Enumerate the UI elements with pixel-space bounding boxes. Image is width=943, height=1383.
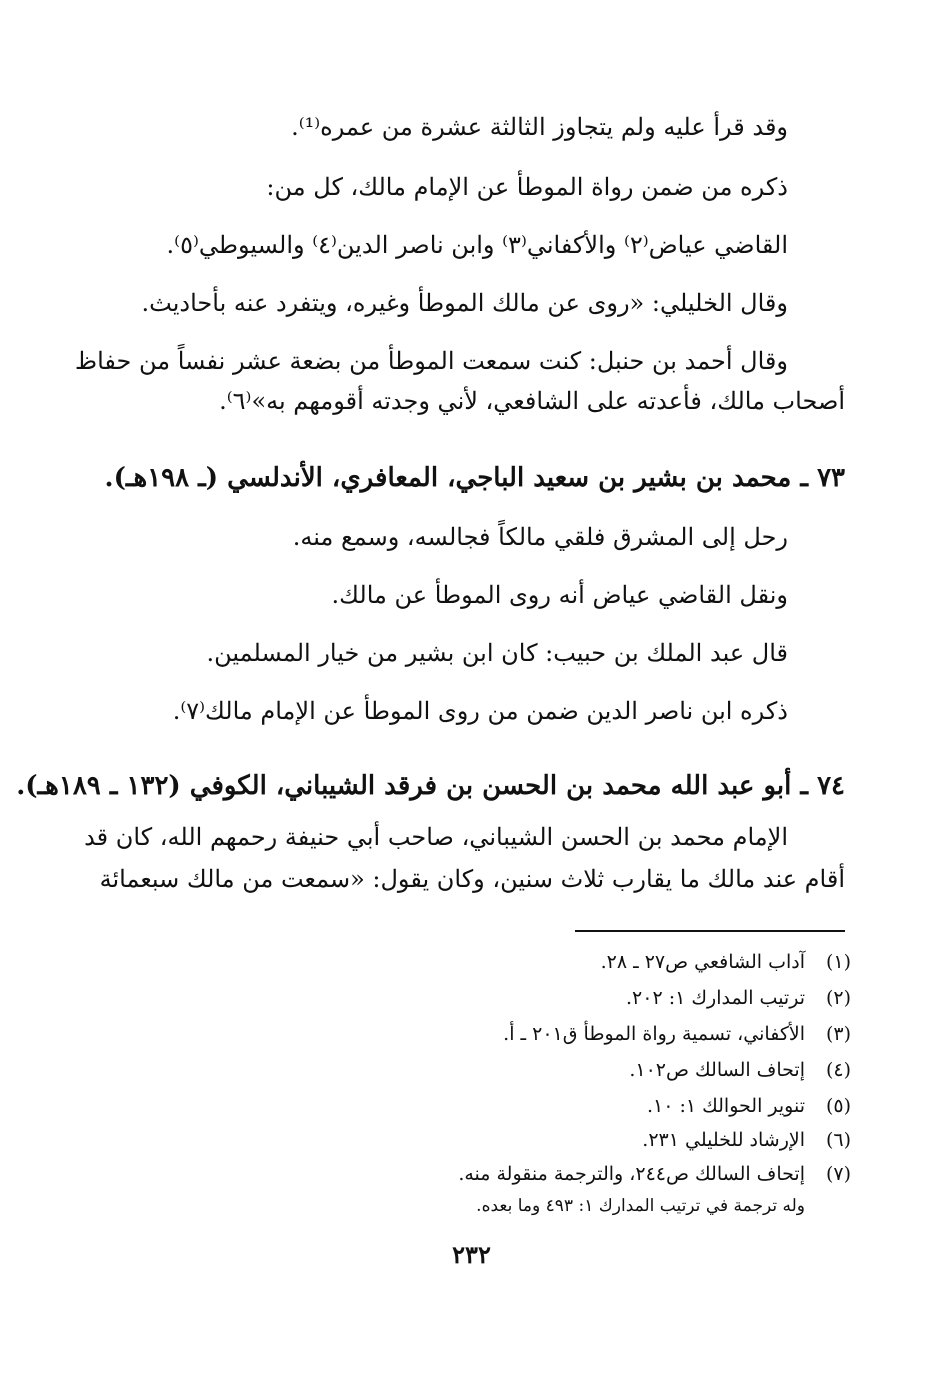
footnote-separator — [575, 930, 845, 932]
footnote-text: إتحاف السالك ص٢٤٤، والترجمة منقولة منه. — [458, 1163, 805, 1185]
footnote-text: الأكفاني، تسمية رواة الموطأ ق٢٠١ ـ أ. — [503, 1023, 805, 1045]
entry-74-line: أقام عند مالك ما يقارب ثلاث سنين، وكان يقول: «سمعت من مالك سبعمائة — [99, 865, 845, 893]
footnote-number: (٦) — [825, 1129, 851, 1151]
body-line: القاضي عياض⁽٢⁾ والأكفاني⁽٣⁾ وابن ناصر الدين⁽٤⁾ والسيوطي⁽٥⁾. — [166, 231, 788, 259]
entry-73-line: ذكره ابن ناصر الدين ضمن من روى الموطأ عن الإمام مالك⁽٧⁾. — [172, 697, 788, 725]
footnote-number: (٣) — [825, 1023, 851, 1045]
entry-73-line: ونقل القاضي عياض أنه روى الموطأ عن مالك. — [331, 581, 788, 609]
body-line: أصحاب مالك، فأعدته على الشافعي، لأني وجدته أقومهم به»⁽٦⁾. — [219, 387, 845, 415]
footnote — [85, 1092, 851, 1120]
footnote — [85, 1126, 851, 1154]
entry-74-heading: ٧٤ ـ أبو عبد الله محمد بن الحسن بن فرقد الشيباني، الكوفي (١٣٢ ـ ١٨٩هـ). — [16, 771, 845, 801]
footnote-number: (٥) — [825, 1095, 851, 1117]
entry-74-line: الإمام محمد بن الحسن الشيباني، صاحب أبي حنيفة رحمهم الله، كان قد — [84, 823, 788, 851]
entry-73-line: قال عبد الملك بن حبيب: كان ابن بشير من خيار المسلمين. — [206, 639, 788, 667]
footnote — [85, 984, 851, 1012]
body-line: وقد قرأ عليه ولم يتجاوز الثالثة عشرة من عمره⁽¹⁾. — [291, 113, 788, 141]
footnote-number: (١) — [825, 951, 851, 973]
footnote-number: (٧) — [825, 1163, 851, 1185]
footnote-text: آداب الشافعي ص٢٧ ـ ٢٨. — [600, 951, 805, 973]
footnote-text: تنوير الحوالك ١: ١٠. — [646, 1095, 805, 1117]
footnote — [85, 1160, 851, 1188]
entry-73-line: رحل إلى المشرق فلقي مالكاً فجالسه، وسمع منه. — [292, 523, 788, 551]
body-line: وقال الخليلي: «روى عن مالك الموطأ وغيره، ويتفرد عنه بأحاديث. — [141, 289, 788, 317]
footnote-number: (٢) — [825, 987, 851, 1009]
body-line: ذكره من ضمن رواة الموطأ عن الإمام مالك، كل من: — [266, 173, 788, 201]
footnote-text: الإرشاد للخليلي ٢٣١. — [642, 1129, 805, 1151]
entry-73-heading: ٧٣ ـ محمد بن بشير بن سعيد الباجي، المعافري، الأندلسي (ـ ١٩٨هـ). — [104, 463, 845, 493]
footnote-number: (٤) — [825, 1059, 851, 1081]
body-line: وقال أحمد بن حنبل: كنت سمعت الموطأ من بضعة عشر نفساً من حفاظ — [74, 347, 788, 375]
footnote — [85, 948, 851, 976]
footnote — [85, 1056, 851, 1084]
footnote-text: إتحاف السالك ص١٠٢. — [629, 1059, 805, 1081]
page-number: ٢٣٢ — [452, 1240, 491, 1269]
footnote — [85, 1020, 851, 1048]
footnote-text: ترتيب المدارك ١: ٢٠٢. — [625, 987, 805, 1009]
footnote-continuation: وله ترجمة في ترتيب المدارك ١: ٤٩٣ وما بعده. — [476, 1196, 805, 1216]
